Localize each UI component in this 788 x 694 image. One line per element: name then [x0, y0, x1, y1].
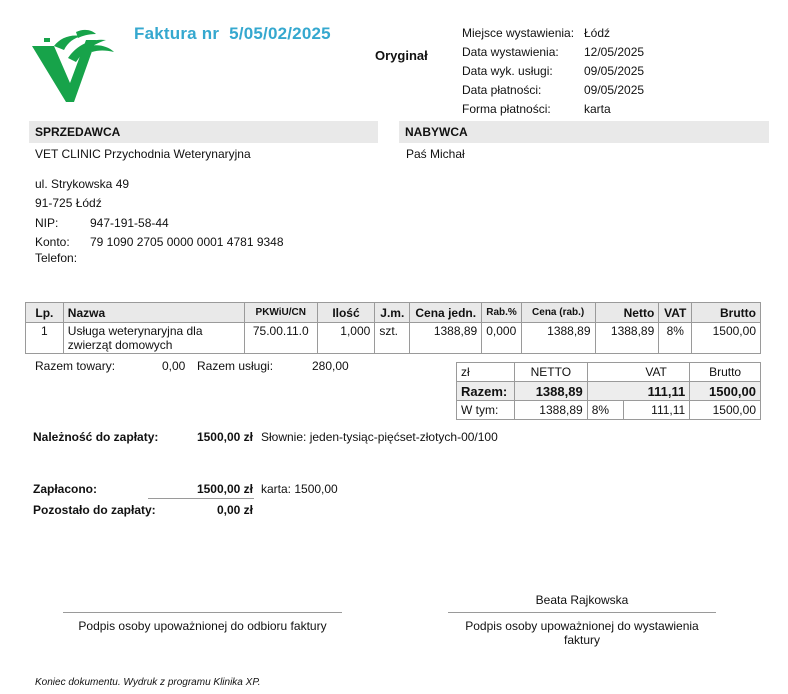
meta-row [462, 81, 644, 100]
issuer-signature-caption: Podpis osoby upoważnionej do wystawienia faktury [465, 619, 699, 647]
col-qty: Ilość [317, 303, 375, 323]
remaining-label: Pozostało do zapłaty: [33, 503, 156, 517]
summary-breakdown-rate: 8% [587, 401, 623, 420]
summary-total-netto: 1388,89 [514, 382, 587, 401]
invoice-title [134, 24, 331, 44]
meta-label: Forma płatności: [462, 102, 551, 116]
issuer-signature-line [448, 612, 716, 613]
row-name: Usługa weterynaryjna dla zwierząt domowych [63, 323, 244, 354]
meta-row [462, 43, 644, 62]
row-vat: 8% [659, 323, 692, 354]
due-value: 1500,00 zł [196, 430, 253, 444]
summary-netto-label: NETTO [514, 363, 587, 382]
row-discount: 0,000 [482, 323, 522, 354]
vat-summary-table [456, 362, 761, 420]
summary-currency: zł [457, 363, 515, 382]
meta-row [462, 62, 644, 81]
items-table [25, 302, 761, 354]
buyer-heading: NABYWCA [399, 121, 769, 143]
summary-total-label: Razem: [457, 382, 515, 401]
row-price-disc: 1388,89 [521, 323, 595, 354]
document-footer: Koniec dokumentu. Wydruk z programu Klinika XP. [35, 677, 261, 688]
meta-value: 09/05/2025 [584, 64, 645, 78]
paid-value: 1500,00 zł [196, 482, 253, 496]
amount-in-words: Słownie: jeden-tysiąc-pięćset-złotych-00/100 [261, 430, 498, 444]
paid-underline [148, 498, 254, 499]
meta-label: Data wyk. usługi: [462, 64, 553, 78]
seller-name: VET CLINIC Przychodnia Weterynaryjna [35, 147, 251, 161]
row-unit-price: 1388,89 [410, 323, 482, 354]
invoice-title-prefix: Faktura nr [134, 24, 220, 43]
seller-nip: 947-191-58-44 [90, 216, 169, 230]
meta-label: Data wystawienia: [462, 45, 559, 59]
meta-value: 12/05/2025 [584, 45, 645, 59]
col-unit-price: Cena jedn. [410, 303, 482, 323]
col-gross: Brutto [692, 303, 761, 323]
meta-row [462, 100, 644, 119]
row-unit: szt. [375, 323, 410, 354]
copy-label: Oryginał [375, 48, 428, 63]
col-name: Nazwa [63, 303, 244, 323]
summary-vat-label: VAT [623, 363, 690, 382]
col-lp: Lp. [26, 303, 64, 323]
summary-breakdown-netto: 1388,89 [514, 401, 587, 420]
seller-account-label: Konto: [35, 235, 70, 249]
meta-value: karta [584, 102, 611, 116]
row-gross: 1500,00 [692, 323, 761, 354]
services-total-label: Razem usługi: [197, 359, 274, 373]
seller-street: ul. Strykowska 49 [35, 177, 130, 191]
row-lp: 1 [26, 323, 64, 354]
meta-label: Data płatności: [462, 83, 542, 97]
meta-value: 09/05/2025 [584, 83, 645, 97]
summary-total-vat: 111,11 [623, 382, 690, 401]
seller-account: 79 1090 2705 0000 0001 4781 9348 [90, 235, 284, 249]
summary-total-brutto: 1500,00 [690, 382, 761, 401]
summary-header-row [457, 363, 761, 382]
items-header-row [26, 303, 761, 323]
summary-spacer [587, 363, 623, 382]
summary-spacer [587, 382, 623, 401]
meta-row [462, 24, 644, 43]
seller-phone-label: Telefon: [35, 251, 78, 265]
invoice-meta [462, 24, 644, 119]
goods-total-value: 0,00 [162, 359, 186, 373]
remaining-value: 0,00 zł [216, 503, 253, 517]
paid-method: karta: 1500,00 [261, 482, 338, 496]
col-net: Netto [595, 303, 659, 323]
meta-label: Miejsce wystawienia: [462, 26, 575, 40]
summary-total-row [457, 382, 761, 401]
summary-breakdown-row [457, 401, 761, 420]
table-row [26, 323, 761, 354]
col-unit: J.m. [375, 303, 410, 323]
col-pkwiu: PKWiU/CN [244, 303, 317, 323]
seller-heading: SPRZEDAWCA [29, 121, 378, 143]
clinic-logo [30, 28, 116, 104]
summary-breakdown-brutto: 1500,00 [690, 401, 761, 420]
col-price-disc: Cena (rab.) [521, 303, 595, 323]
receiver-signature-line [63, 612, 342, 613]
seller-city: 91-725 Łódź [35, 196, 102, 210]
row-net: 1388,89 [595, 323, 659, 354]
services-total-value: 280,00 [312, 359, 349, 373]
goods-total-label: Razem towary: [35, 359, 116, 373]
seller-nip-label: NIP: [35, 216, 59, 230]
summary-breakdown-vat: 111,11 [623, 401, 690, 420]
row-pkwiu: 75.00.11.0 [244, 323, 317, 354]
col-discount: Rab.% [482, 303, 522, 323]
buyer-name: Paś Michał [406, 147, 465, 161]
col-vat: VAT [659, 303, 692, 323]
paid-label: Zapłacono: [33, 482, 98, 496]
due-label: Należność do zapłaty: [33, 430, 159, 444]
vet-logo-icon [30, 28, 116, 104]
receiver-signature-caption: Podpis osoby upoważnionej do odbioru faktury [78, 619, 327, 633]
meta-value: Łódź [584, 26, 611, 40]
summary-breakdown-label: W tym: [457, 401, 515, 420]
row-qty: 1,000 [317, 323, 375, 354]
issuer-name: Beata Rajkowska [535, 593, 629, 607]
invoice-number: 5/05/02/2025 [229, 24, 331, 43]
summary-brutto-label: Brutto [690, 363, 761, 382]
